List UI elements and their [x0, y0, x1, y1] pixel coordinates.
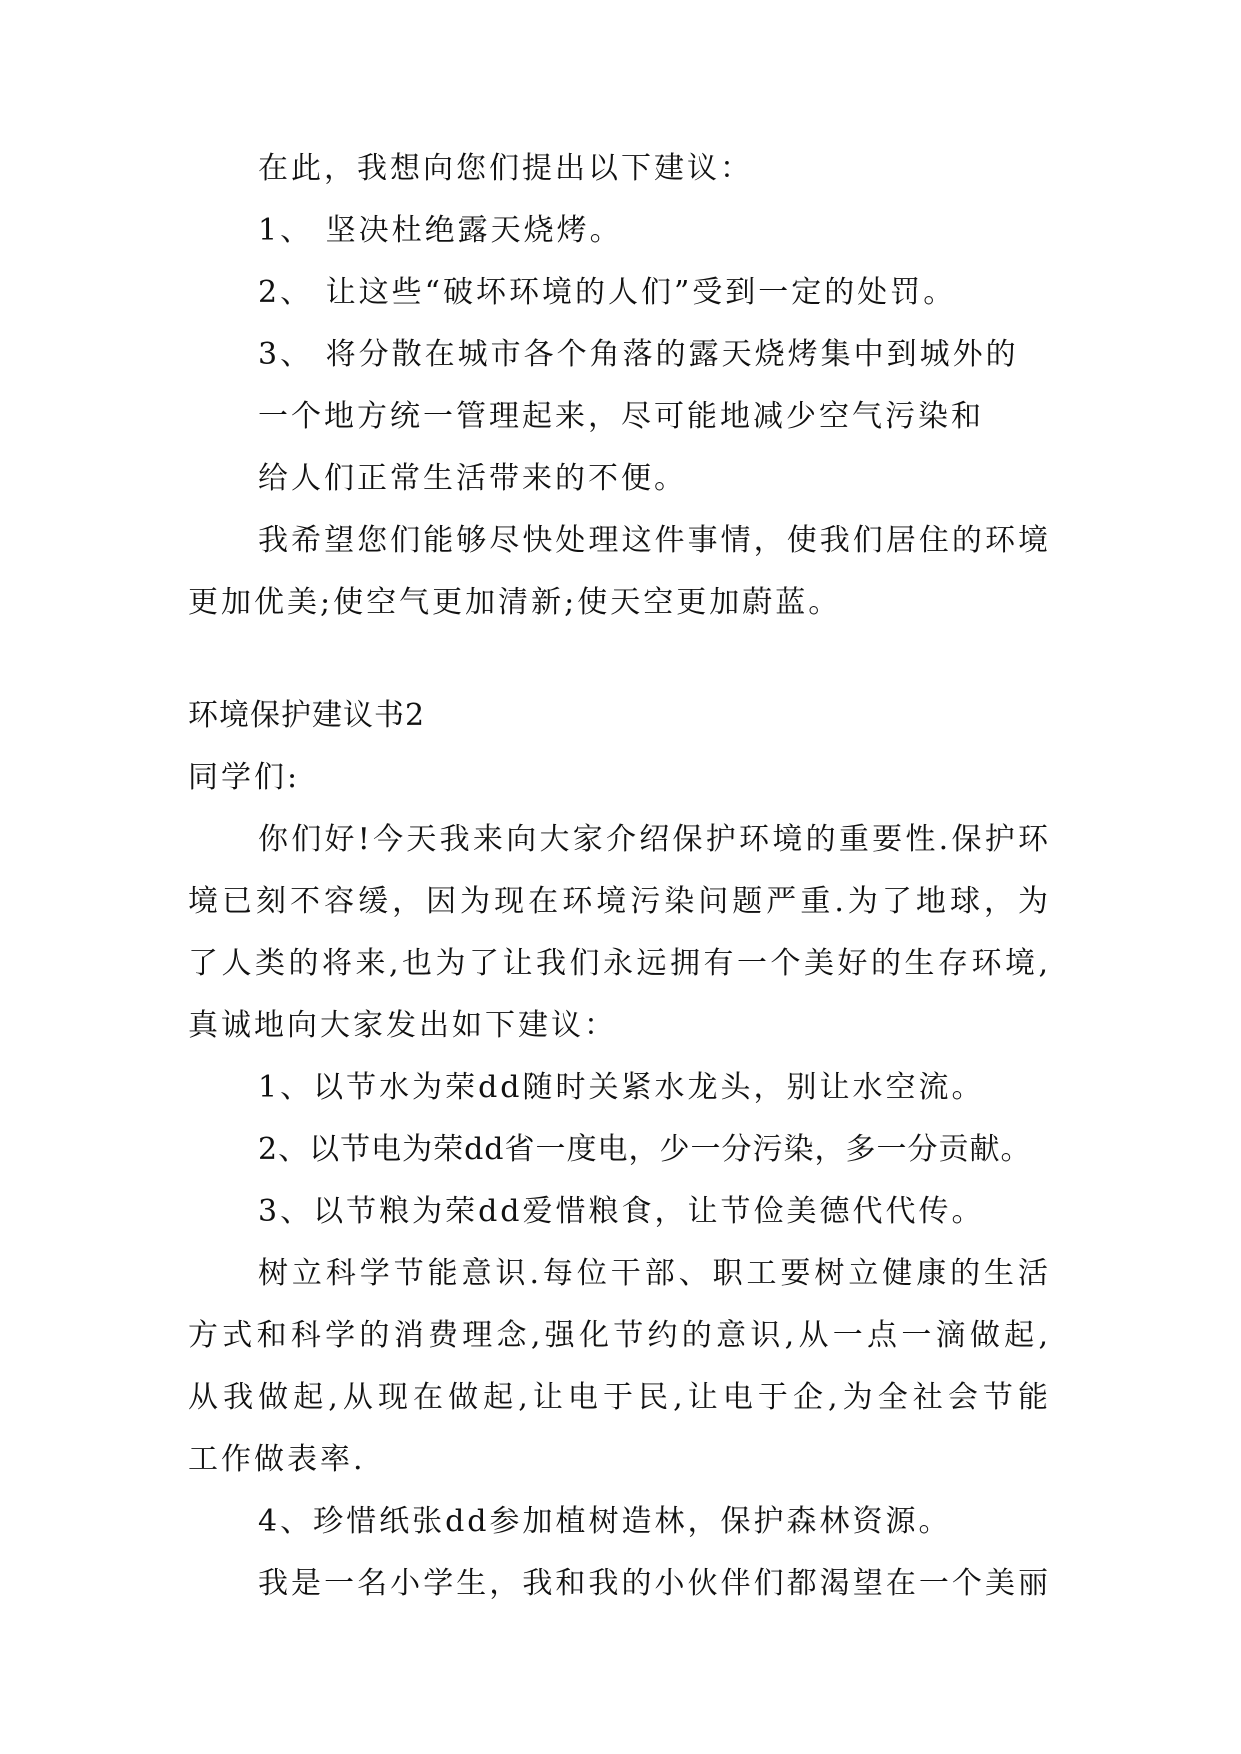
- text-line: 了人类的将来,也为了让我们永远拥有一个美好的生存环境,: [188, 946, 1048, 981]
- text-line: 境已刻不容缓，因为现在环境污染问题严重.为了地球，为: [188, 884, 1048, 919]
- text-line: 工作做表率.: [188, 1442, 366, 1477]
- text-line: 从我做起,从现在做起,让电于民,让电于企,为全社会节能: [188, 1380, 1048, 1415]
- text-line: 我希望您们能够尽快处理这件事情，使我们居住的环境: [258, 523, 1048, 558]
- list-item: 4、珍惜纸张dd参加植树造林，保护森林资源。: [258, 1504, 952, 1539]
- text-line: 2、 让这些“破坏环境的人们”受到一定的处罚。: [258, 275, 957, 310]
- text-line: 树立科学节能意识.每位干部、职工要树立健康的生活: [258, 1256, 1048, 1291]
- text-line: 在此，我想向您们提出以下建议：: [258, 151, 753, 186]
- list-item: 2、以节电为荣dd省一度电，少一分污染，多一分贡献。: [258, 1132, 1032, 1167]
- text-line: 一个地方统一管理起来，尽可能地减少空气污染和: [258, 399, 984, 434]
- text-line: 方式和科学的消费理念,强化节约的意识,从一点一滴做起,: [188, 1318, 1048, 1353]
- text-line: 3、 将分散在城市各个角落的露天烧烤集中到城外的: [258, 337, 1019, 372]
- text-line: 你们好!今天我来向大家介绍保护环境的重要性.保护环: [258, 822, 1048, 857]
- list-item: 1、以节水为荣dd随时关紧水龙头，别让水空流。: [258, 1070, 985, 1105]
- text-line: 我是一名小学生，我和我的小伙伴们都渴望在一个美丽: [258, 1566, 1048, 1601]
- text-line: 更加优美;使空气更加清新;使天空更加蔚蓝。: [188, 585, 842, 620]
- salutation: 同学们:: [188, 760, 301, 795]
- text-line: 给人们正常生活带来的不便。: [258, 461, 687, 496]
- list-item: 3、以节粮为荣dd爱惜粮食，让节俭美德代代传。: [258, 1194, 985, 1229]
- text-line: 真诚地向大家发出如下建议：: [188, 1008, 617, 1043]
- text-line: 1、 坚决杜绝露天烧烤。: [258, 213, 623, 248]
- section-title: 环境保护建议书2: [188, 698, 426, 733]
